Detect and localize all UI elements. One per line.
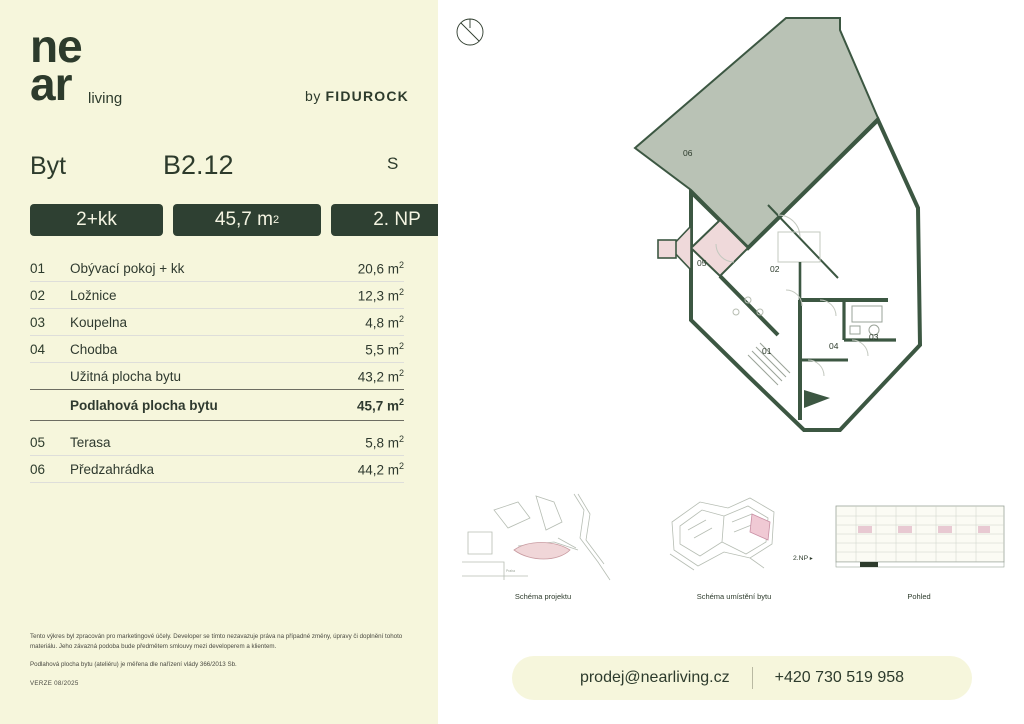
- room-name: Chodba: [70, 341, 118, 357]
- contact-divider: [752, 667, 753, 689]
- room-area-value: 12,3 m: [357, 288, 399, 304]
- legal-footnotes: [30, 632, 410, 697]
- elevation-floor-label: 2.NP: [793, 555, 809, 562]
- table-row: [30, 309, 404, 336]
- table-row: [30, 336, 404, 363]
- table-row: [30, 255, 404, 282]
- thumbnail-building-scheme: [654, 492, 814, 601]
- contact-bar: [512, 656, 972, 700]
- logo-line-1: ne: [30, 20, 82, 72]
- table-row: [30, 456, 404, 483]
- room-number: 06: [30, 461, 46, 477]
- room-schedule: [30, 255, 404, 483]
- room-name: Předzahrádka: [70, 461, 155, 477]
- room-area: [358, 287, 404, 304]
- room-marker-01: 01: [762, 346, 772, 356]
- room-area-value: 20,6 m: [357, 261, 399, 277]
- room-number: 01: [30, 260, 46, 276]
- room-area: [358, 260, 404, 277]
- contact-phone[interactable]: +420 730 519 958: [774, 669, 905, 686]
- thumbnail-site-scheme: [458, 492, 628, 601]
- table-row: [30, 429, 404, 456]
- room-marker-03: 03: [869, 332, 879, 342]
- section-divider: [30, 420, 404, 421]
- unit-title: [30, 152, 406, 184]
- room-area-sup: 2: [398, 433, 404, 444]
- usable-area-label: Užitná plocha bytu: [70, 368, 182, 384]
- thumbnail-elevation: [830, 492, 1008, 601]
- room-area-sup: 2: [398, 340, 404, 351]
- room-area-sup: 2: [398, 286, 404, 297]
- usable-area-sup: 2: [398, 367, 404, 378]
- room-name: Terasa: [70, 434, 111, 450]
- total-area-value: [357, 397, 404, 414]
- footnote-disclaimer: Tento výkres byl zpracován pro marketingové účely. Developer se tímto nezavazuje práva na případné změny, úpravy či doplnění tohoto materiálu. Jeho závazná podoba bude předmětem smlouvy mezi developerem a klientem.: [30, 633, 403, 650]
- table-row: [30, 282, 404, 309]
- right-arrow-icon: ▸: [808, 556, 813, 562]
- room-number: 04: [30, 341, 46, 357]
- room-number: 05: [30, 434, 46, 450]
- usable-area-row: [30, 363, 404, 390]
- usable-area-number: 43,2 m: [357, 369, 399, 385]
- room-area-value: 5,5 m: [365, 342, 399, 358]
- footnote-measurement: Podlahová plocha bytu (ateliéru) je měřena dle nařízení vlády 366/2013 Sb.: [30, 661, 237, 669]
- room-area: [365, 341, 404, 358]
- thumbnail-caption: Schéma projektu: [514, 592, 572, 601]
- usable-area-value: [358, 368, 404, 385]
- room-area: [365, 314, 404, 331]
- total-area-row: [30, 390, 404, 420]
- logo-line-2: ar: [30, 57, 72, 110]
- floor-plan-drawing: [448, 0, 988, 470]
- room-marker-02: 02: [770, 264, 780, 274]
- footnote-version: VERZE 08/2025: [30, 679, 79, 687]
- room-marker-05: 05: [697, 258, 707, 268]
- room-name: Ložnice: [70, 287, 117, 303]
- thumbnail-caption: Pohled: [907, 592, 931, 601]
- info-panel: [0, 0, 438, 724]
- partner-credit: [305, 88, 409, 104]
- room-name: Obývací pokoj + kk: [70, 260, 185, 276]
- room-area-value: 4,8 m: [365, 315, 399, 331]
- room-name: Koupelna: [70, 314, 128, 330]
- context-thumbnails: [458, 492, 1008, 612]
- elevation-floor-tag: [793, 555, 813, 562]
- badge-floor: 2. NP: [331, 204, 463, 236]
- total-area-label: Podlahová plocha bytu: [70, 397, 218, 413]
- svg-text:Praha: Praha: [506, 569, 516, 573]
- room-area-sup: 2: [398, 259, 404, 270]
- unit-badges: [30, 204, 463, 236]
- partner-name: FIDUROCK: [325, 88, 409, 104]
- drawing-panel: [438, 0, 1024, 724]
- badge-area-value: 45,7 m: [214, 209, 273, 230]
- unit-orientation: S: [387, 154, 399, 173]
- partner-by-label: by: [305, 88, 321, 104]
- room-area-value: 5,8 m: [365, 435, 399, 451]
- room-marker-06: 06: [683, 148, 693, 158]
- room-area-sup: 2: [398, 460, 404, 471]
- room-area-value: 44,2 m: [357, 462, 399, 478]
- room-number: 03: [30, 314, 46, 330]
- logo-subtext: living: [88, 90, 123, 107]
- unit-type-label: Byt: [30, 152, 67, 180]
- thumbnail-caption: Schéma umístění bytu: [696, 592, 772, 601]
- room-area: [365, 434, 404, 451]
- brand-logo: [30, 20, 160, 110]
- room-area-sup: 2: [398, 313, 404, 324]
- total-area-sup: 2: [398, 396, 404, 407]
- total-area-number: 45,7 m: [356, 398, 399, 414]
- badge-layout: 2+kk: [30, 204, 163, 236]
- unit-code: B2.12: [163, 150, 234, 180]
- contact-email[interactable]: prodej@nearliving.cz: [579, 669, 730, 686]
- badge-area: [173, 204, 321, 236]
- room-marker-04: 04: [829, 341, 839, 351]
- badge-area-unit-sup: 2: [272, 214, 280, 226]
- room-number: 02: [30, 287, 46, 303]
- room-area: [358, 461, 404, 478]
